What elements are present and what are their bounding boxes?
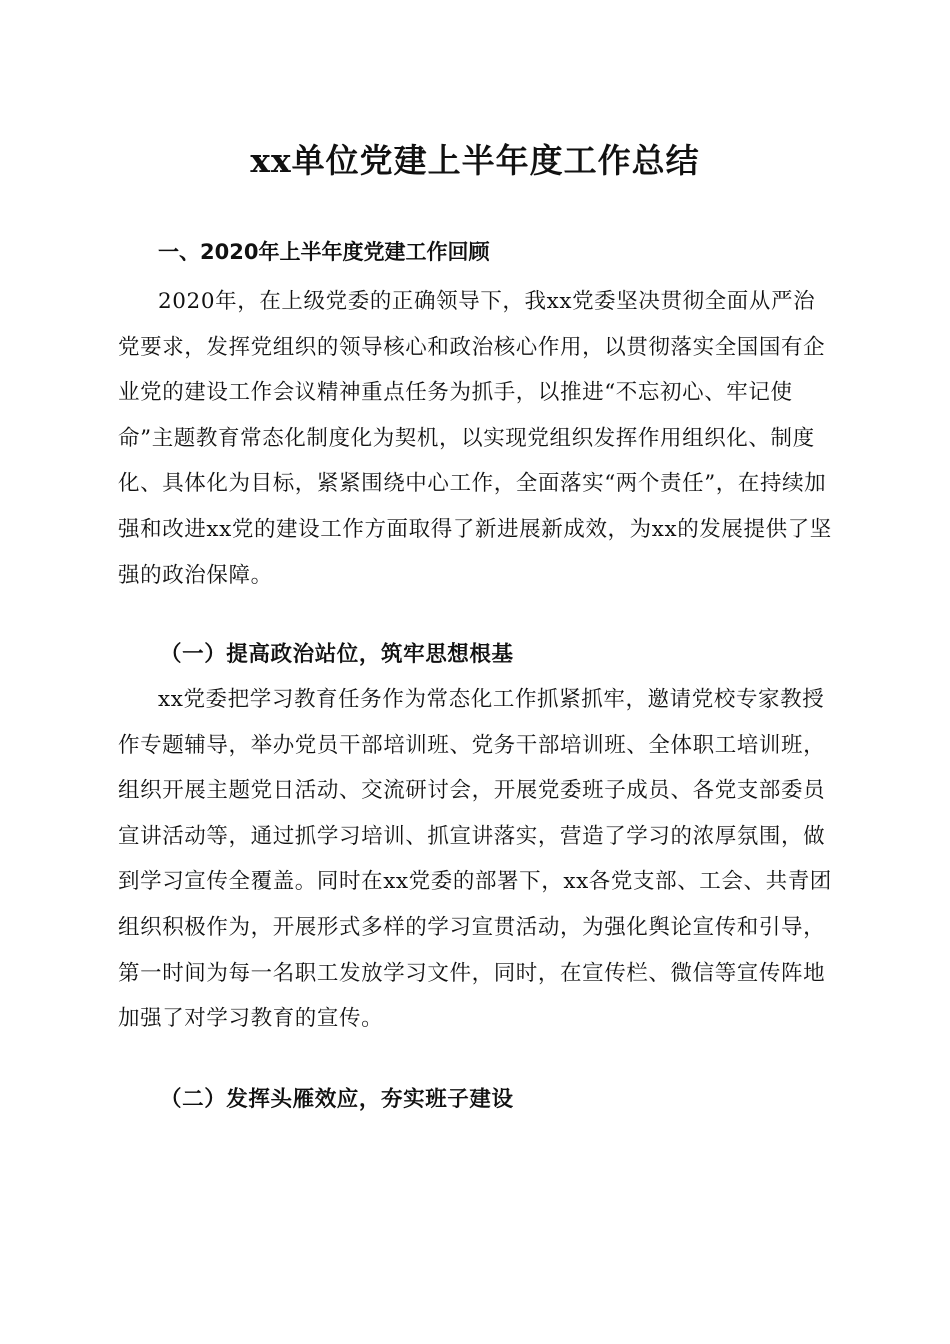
subheading-1: （一）提高政治站位，筑牢思想根基 xyxy=(160,642,514,667)
document-title: xx单位党建上半年度工作总结 xyxy=(250,141,700,180)
body-paragraph-1: 2020年，在上级党委的正确领导下，我xx党委坚决贯彻全面从严治党要求，发挥党组织的领导核心和政治核心作用，以贯彻落实全国国有企业党的建设工作会议精神重点任务为抓手，以推进“不忘初心、牢记使命”主题教育常态化制度化为契机，以实现党组织发挥作用组织化、制度化、具体化为目标，紧紧围绕中心工作，全面落实“两个责任”，在持续加强和改进xx党的建设工作方面取得了新进展新成效，为xx的发展提供了坚强的政治保障。 xyxy=(118,289,832,588)
subheading-2: （二）发挥头雁效应，夯实班子建设 xyxy=(160,1087,514,1112)
section-heading: 一、2020年上半年度党建工作回顾 xyxy=(158,240,490,264)
body-paragraph-2: xx党委把学习教育任务作为常态化工作抓紧抓牢，邀请党校专家教授作专题辅导，举办党员干部培训班、党务干部培训班、全体职工培训班，组织开展主题党日活动、交流研讨会，开展党委班子成员、各党支部委员宣讲活动等，通过抓学习培训、抓宣讲落实，营造了学习的浓厚氛围，做到学习宣传全覆盖。同时在xx党委的部署下，xx各党支部、工会、共青团组织积极作为，开展形式多样的学习宣贯活动，为强化舆论宣传和引导，第一时间为每一名职工发放学习文件，同时，在宣传栏、微信等宣传阵地加强了对学习教育的宣传。 xyxy=(118,687,832,1032)
